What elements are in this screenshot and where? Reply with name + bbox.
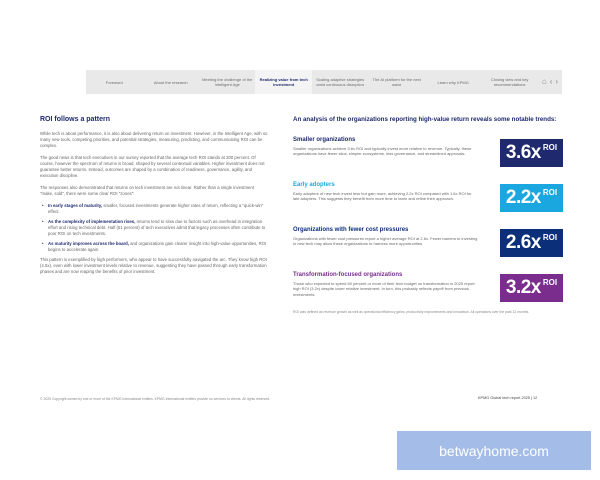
roi-label: ROI xyxy=(542,143,558,152)
paragraph-zones: The responses also demonstrated that returns on tech investment are not linear. Rather than a single investment "make, sold", there were some clear ROI "zones": xyxy=(40,185,255,196)
nav-item-learn-why[interactable]: Learn why KPMG xyxy=(437,79,469,85)
home-icon[interactable]: ⌂ xyxy=(541,77,547,86)
nav-icons xyxy=(538,78,562,86)
bullet-dot-icon: • xyxy=(42,203,44,208)
bullet-dot-icon: • xyxy=(42,219,44,224)
nav-item-realizing-value[interactable]: Realizing value from tech investment xyxy=(255,70,311,94)
finding-transformation-focused xyxy=(293,272,563,312)
bullet-item xyxy=(40,203,268,215)
finding-text: Organizations with fewer cost pressures report a higher average ROI at 2.6x. Fewer barriers to investing in new tech may allow these organizations to harness more opportunities. xyxy=(293,236,478,247)
roi-stat-box xyxy=(500,184,563,212)
roi-label: ROI xyxy=(542,278,558,287)
finding-text: Smaller organizations achieve 3.6x ROI and typically invest more relative to revenue. Typically, these organizations have fewer silos, simpler ecosystems, less governance, and streamlined approvals. xyxy=(293,146,472,157)
finding-title: Early adopters xyxy=(293,182,335,188)
nav-item-meeting-challenge[interactable]: Meeting the challenge of the Intelligent Age xyxy=(202,77,253,87)
footer-copyright: © 2025 Copyright owned by one or more of the KPMG International entities. KPMG International entities provide no services to clients. All rights reserved. xyxy=(40,397,271,401)
next-icon[interactable]: › xyxy=(555,77,559,86)
bullet-lead: As maturity improves across the board, xyxy=(48,241,129,246)
bullet-item xyxy=(40,219,268,237)
prev-icon[interactable]: ‹ xyxy=(549,77,553,86)
bullet-text: smaller, focused investments generate higher rates of return, reflecting a "quick-win" effect. xyxy=(48,203,264,214)
roi-label: ROI xyxy=(542,233,558,242)
bullet-lead: As the complexity of implementation rises, xyxy=(48,219,136,224)
finding-title: Transformation-focused organizations xyxy=(293,272,403,278)
nav-item-ai-platform[interactable]: The AI platform for the next wave xyxy=(372,77,421,87)
roi-label: ROI xyxy=(542,188,558,197)
roi-value: 2.6x xyxy=(505,232,541,253)
finding-text: Those who expected to spend 60 percent or more of their tech budget on transformation in 2025 report high ROI (3.2x) despite lower relative investment. In turn, this probably reflects payoff from previous investments. xyxy=(293,281,475,297)
footer-page-label: KPMG Global tech report 2025 | 12 xyxy=(478,396,538,400)
roi-value: 2.2x xyxy=(505,187,541,208)
section-title: ROI follows a pattern xyxy=(40,116,111,123)
bullet-dot-icon: • xyxy=(42,241,44,246)
roi-stat-box xyxy=(500,274,563,302)
nav-item-about-research[interactable]: About the research xyxy=(153,79,188,85)
paragraph-intro: While tech is about performance, it is also about delivering return on investment. However, in the Intelligent Age, with so many new tools, competing priorities, and potential strategies, measuring, predicting, and communicating ROI can be complex. xyxy=(40,131,268,148)
nav-item-foreword[interactable]: Foreword xyxy=(105,79,123,85)
navigation-bar xyxy=(86,70,562,94)
roi-value: 3.2x xyxy=(505,277,541,298)
nav-item-closing-view[interactable]: Closing view and key recommendations xyxy=(490,77,529,87)
bullet-lead: In early stages of maturity, xyxy=(48,203,103,208)
paragraph-good-news: The good news is that tech executives in our survey reported that the average tech ROI stands at 200 percent. Of course, however the spectrum of returns is broad, shaped by several contextual variables. Higher investment does not guarantee better returns. Instead, outcomes are shaped by a combination of readiness, governance, agility, and execution discipline. xyxy=(40,155,265,178)
finding-text: Early adopters of new tech invest less but gain more, achieving 2.2x ROI compared with 1.6x ROI for late adopters. This suggests they benefit from more time to learn and refine their approach. xyxy=(293,191,472,202)
bullet-text: returns tend to slow due to factors such as overhead in integration effort and rising technical debt. Half (51 percent) of tech executives admit that legacy processes often contribute to poor ROI on tech investments. xyxy=(48,219,266,236)
finding-early-adopters xyxy=(293,182,563,222)
bullet-text: and organizations gain clearer insight into high-value opportunities, ROI begins to accelerate again. xyxy=(48,241,267,252)
nav-item-scaling-strategies[interactable]: Scaling adaptive strategies amid continuous disruption xyxy=(316,77,365,87)
roi-stat-box xyxy=(500,229,563,257)
finding-fewer-cost-pressures xyxy=(293,227,563,267)
right-column xyxy=(293,116,563,317)
watermark-banner: betwayhome.com xyxy=(397,431,591,470)
finding-title: Smaller organizations xyxy=(293,137,356,143)
trends-heading: An analysis of the organizations reporting high-value return reveals some notable trends: xyxy=(293,116,557,123)
roi-value: 3.6x xyxy=(505,142,541,163)
finding-title: Organizations with fewer cost pressures xyxy=(293,227,409,233)
left-column xyxy=(40,116,268,281)
finding-smaller-orgs xyxy=(293,137,563,177)
footnote: ROI was defined as revenue growth as well as operational efficiency gains, productivity improvements and innovation. All operations over the past 12 months. xyxy=(293,310,530,314)
paragraph-high-performers: This pattern is exemplified by high performers, who appear to have successfully navigated the arc. They know high ROI (4.5x), even with lower investment levels relative to revenue, suggesting they have passed through early transformation phases and are now reaping the benefits of prior investment. xyxy=(40,257,267,274)
bullet-item xyxy=(40,241,268,253)
roi-stat-box xyxy=(500,139,563,167)
